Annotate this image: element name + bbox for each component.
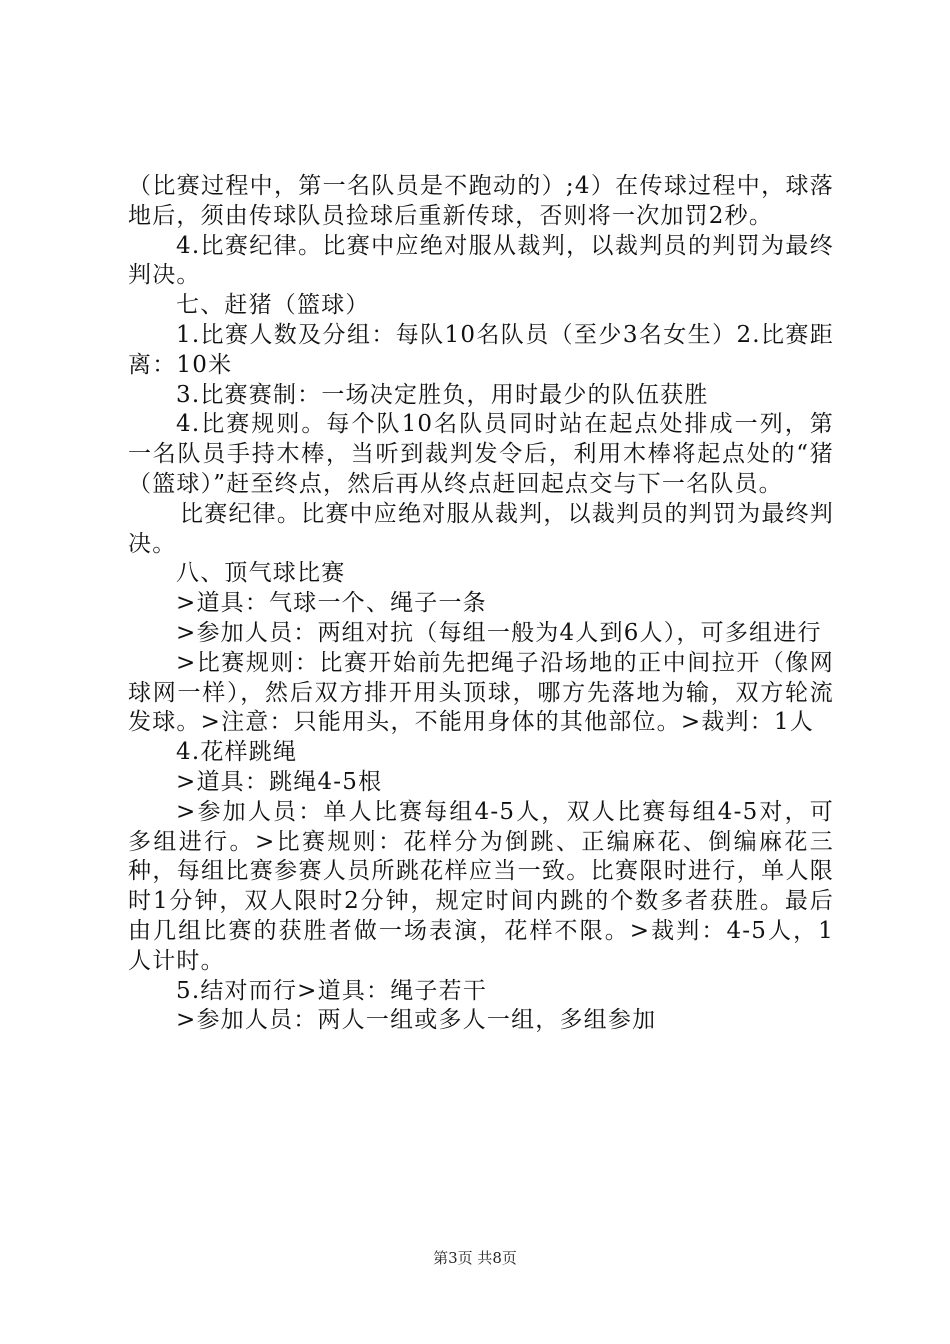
body-text [128,172,834,1036]
section-heading: 八、顶气球比赛 [176,560,346,587]
page-footer [0,1248,950,1268]
paragraph: 4.比赛纪律。比赛中应绝对服从裁判，以裁判员的判罚为最终判决。 [128,232,834,289]
paragraph: 1.比赛人数及分组：每队10名队员（至少3名女生）2.比赛距离：10米 [128,321,834,378]
paragraph: 5.结对而行>道具：绳子若干 [176,977,488,1004]
paragraph: >道具：跳绳4-5根 [176,768,383,795]
paragraph: >道具：气球一个、绳子一条 [176,590,487,617]
page-number-label: 第3页 共8页 [433,1249,517,1267]
paragraph: >参加人员：两人一组或多人一组，多组参加 [176,1007,657,1034]
paragraph: 4.花样跳绳 [176,739,298,766]
paragraph: >比赛规则：比赛开始前先把绳子沿场地的正中间拉开（像网球网一样），然后双方排开用头顶球，哪方先落地为输，双方轮流发球。>注意：只能用头，不能用身体的其他部位。>裁判：1人 [128,649,834,736]
paragraph: 3.比赛赛制：一场决定胜负，用时最少的队伍获胜 [176,381,709,408]
paragraph: （比赛过程中，第一名队员是不跑动的）;4）在传球过程中，球落地后，须由传球队员捡球后重新传球，否则将一次加罚2秒。 [128,173,834,229]
paragraph: 比赛纪律。比赛中应绝对服从裁判，以裁判员的判罚为最终判决。 [128,500,834,557]
paragraph: 4.比赛规则。每个队10名队员同时站在起点处排成一列，第一名队员手持木棒，当听到裁判发令后，利用木棒将起点处的“猪（篮球）”赶至终点，然后再从终点赶回起点交与下一名队员。 [128,411,834,497]
paragraph: >参加人员：两组对抗（每组一般为4人到6人），可多组进行 [176,619,822,646]
section-heading: 七、赶猪（篮球） [176,292,370,319]
paragraph: >参加人员：单人比赛每组4-5人，双人比赛每组4-5对，可多组进行。>比赛规则：花样分为倒跳、正编麻花、倒编麻花三种，每组比赛参赛人员所跳花样应当一致。比赛限时进行，单人限时1分钟，双人限时2分钟，规定时间内跳的个数多者获胜。最后由几组比赛的获胜者做一场表演，花样不限。>裁判：4-5人，1人计时。 [128,798,834,974]
